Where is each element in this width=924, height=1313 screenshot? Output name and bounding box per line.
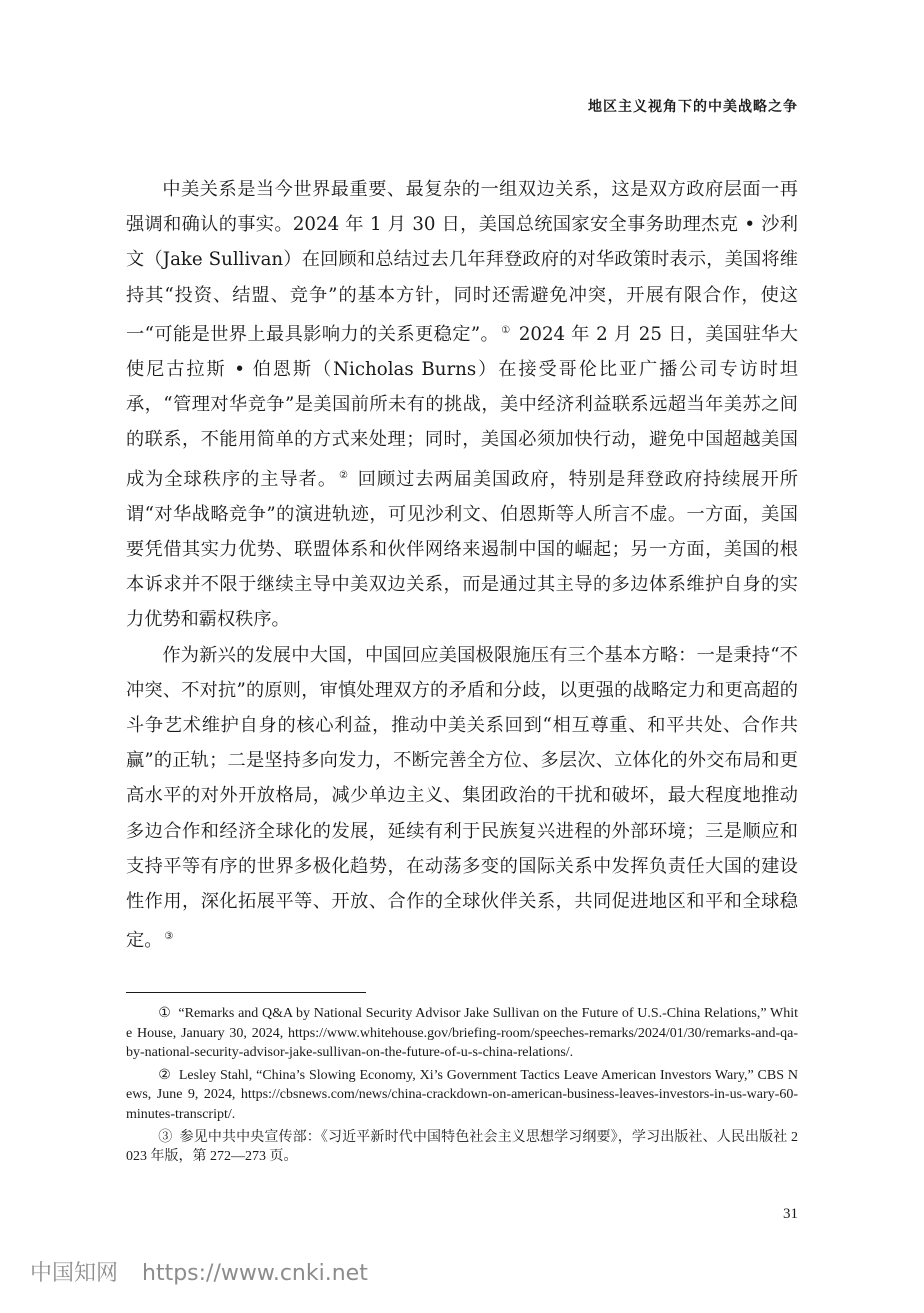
footnote-marker: ② [158, 1067, 172, 1083]
paragraph [126, 638, 798, 959]
running-header: 地区主义视角下的中美战略之争 [588, 99, 798, 115]
footnotes [126, 1004, 798, 1170]
watermark [30, 1256, 392, 1287]
footnote [126, 1004, 798, 1063]
footnote-ref[interactable]: ② [339, 469, 349, 481]
footnote-marker: ③ [158, 1129, 173, 1145]
paragraph-text: 2024 年 2 月 25 日，美国驻华大使尼古拉斯 • 伯恩斯（Nicholas Burns）在接受哥伦比亚广播公司专访时坦承，“管理对华竞争”是美国前所未有的挑战，美中经济利益联系远超当年美苏之间的联系，不能用简单的方式来处理；同时，美国必须加快行动，避免中国超越美国成为全球秩序的主导者。 [126, 323, 798, 490]
footnote-ref[interactable]: ① [501, 324, 511, 336]
watermark-brand: 中国知网 [30, 1261, 119, 1286]
body-text [126, 172, 798, 958]
paragraph-text: 作为新兴的发展中大国，中国回应美国极限施压有三个基本方略：一是秉持“不冲突、不对抗”的原则，审慎处理双方的矛盾和分歧，以更强的战略定力和更高超的斗争艺术维护自身的核心利益，推动中美关系回到“相互尊重、和平共处、合作共赢”的正轨；二是坚持多向发力，不断完善全方位、多层次、立体化的外交布局和更高水平的对外开放格局，减少单边主义、集团政治的干扰和破坏，最大程度地推动多边合作和经济全球化的发展，延续有利于民族复兴进程的外部环境；三是顺应和支持平等有序的世界多极化趋势，在动荡多变的国际关系中发挥负责任大国的建设性作用，深化拓展平等、开放、合作的全球伙伴关系，共同促进地区和平和全球稳定。 [126, 644, 798, 952]
watermark-url: https://www.cnki.net [142, 1261, 368, 1286]
footnote-ref[interactable]: ③ [164, 931, 174, 943]
footnote-divider [126, 992, 366, 993]
page-number: 31 [783, 1206, 798, 1222]
footnote [126, 1128, 798, 1167]
paragraph-text: 中美关系是当今世界最重要、最复杂的一组双边关系，这是双方政府层面一再强调和确认的事实。2024 年 1 月 30 日，美国总统国家安全事务助理杰克 • 沙利文（Jake Sullivan）在回顾和总结过去几年拜登政府的对华政策时表示，美国将维持其“投资、结盟、竞争”的基本方针，同时还需避免冲突，开展有限合作，使这一“可能是世界上最具影响力的关系更稳定”。 [126, 179, 798, 345]
footnote-text: Lesley Stahl, “China’s Slowing Economy, Xi’s Government Tactics Leave American Investors Wary,” CBS News, June 9, 2024, https://cbsnews.com/news/china-crackdown-on-american-business-leaves-investors-in-us-wary-60-minutes-transcript/. [126, 1067, 798, 1122]
paragraph-text: 回顾过去两届美国政府，特别是拜登政府持续展开所谓“对华战略竞争”的演进轨迹，可见沙利文、伯恩斯等人所言不虚。一方面，美国要凭借其实力优势、联盟体系和伙伴网络来遏制中国的崛起；另一方面，美国的根本诉求并不限于继续主导中美双边关系，而是通过其主导的多边体系维护自身的实力优势和霸权秩序。 [126, 468, 798, 631]
footnote-text: “Remarks and Q&A by National Security Advisor Jake Sullivan on the Future of U.S.-China Relations,” White House, January 30, 2024, https://www.whitehouse.gov/briefing-room/speeches-remarks/2024/01/30/remarks-and-qa-by-national-security-advisor-jake-sullivan-on-the-future-of-u-s-china-relations/. [126, 1006, 798, 1061]
footnote-text: 参见中共中央宣传部：《习近平新时代中国特色社会主义思想学习纲要》，学习出版社、人民出版社 2023 年版，第 272—273 页。 [126, 1129, 799, 1165]
footnote [126, 1066, 798, 1125]
footnote-marker: ① [158, 1006, 171, 1021]
paragraph [126, 172, 798, 638]
